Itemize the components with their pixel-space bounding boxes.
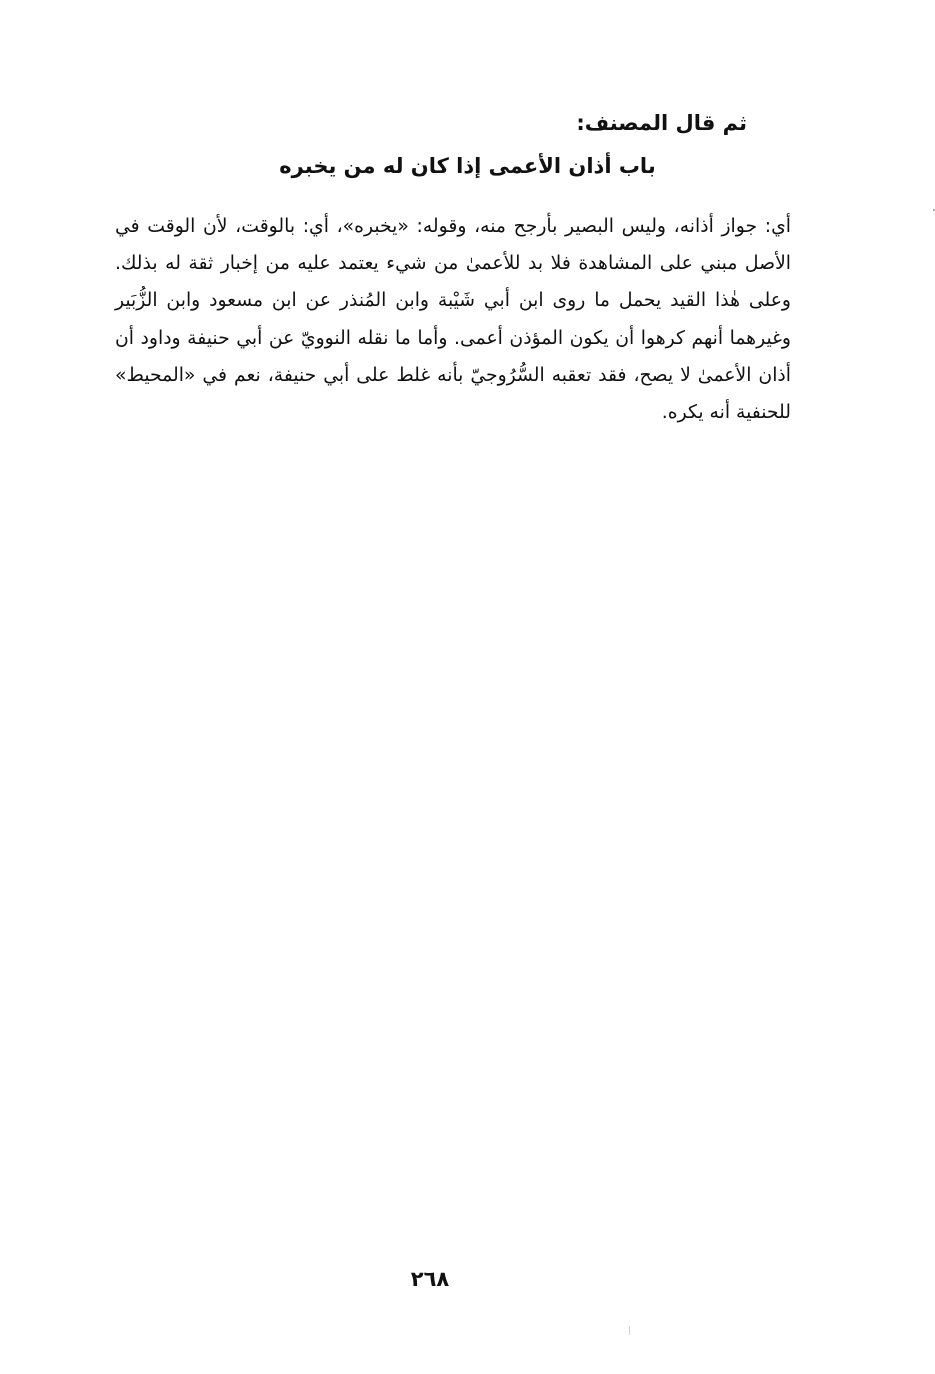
body-paragraph: أي: جواز أذانه، وليس البصير بأرجح منه، وقوله: «يخبره»، أي: بالوقت، لأن الوقت في الأصل مبني على المشاهدة فلا بد للأعمىٰ من شيء يعتمد عليه من إخبار ثقة له بذلك. وعلى هٰذا القيد يحمل ما روى ابن أبي شَيْبة وابن المُنذر عن ابن مسعود وابن الزُّبَير وغيرهما أنهم كرهوا أن يكون المؤذن أعمى. وأما ما نقله النوويّ عن أبي حنيفة وداود أن أذان الأعمىٰ لا يصح، فقد تعقبه السُّرُوجيّ بأنه غلط على أبي حنيفة، نعم في «المحيط» للحنفية أنه يكره. [115,216,791,424]
intro-line: ثم قال المصنف: [576,111,747,135]
page-number: ٢٦٨ [410,1267,450,1291]
scan-mark [629,1326,630,1335]
chapter-title: باب أذان الأعمى إذا كان له من يخبره [279,154,656,178]
